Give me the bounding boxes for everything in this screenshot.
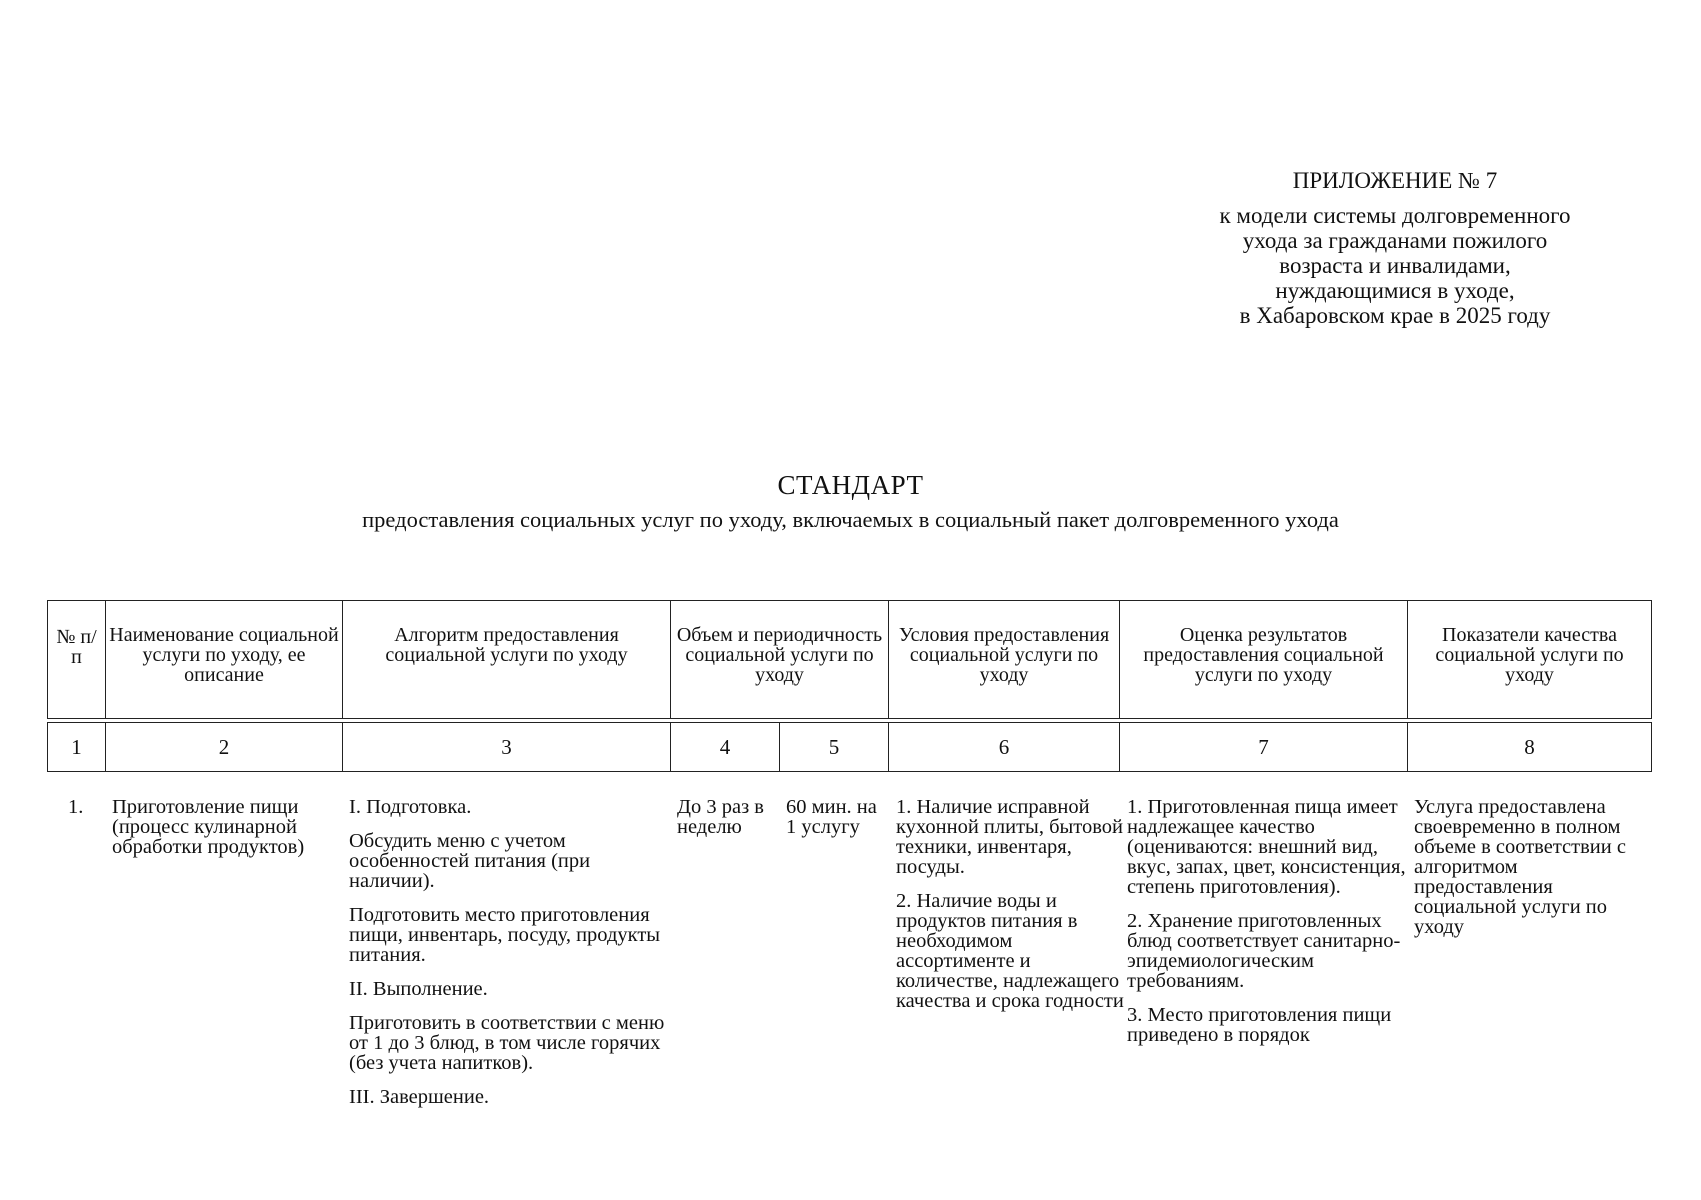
appendix-line: к модели системы долговременного: [1219, 203, 1571, 228]
header-cell-algorithm: Алгоритм предоставления социальной услуги по уходу: [343, 601, 671, 719]
table-header: [47, 600, 1652, 719]
condition-item: 2. Наличие воды и продуктов питания в необходимом ассортименте и количестве, надлежащего качества и срока годности: [896, 890, 1124, 1012]
algorithm-cell: [349, 797, 669, 1121]
algorithm-step: Обсудить меню с учетом особенностей питания (при наличии).: [349, 830, 591, 892]
appendix-title: ПРИЛОЖЕНИЕ № 7: [1292, 168, 1498, 193]
service-volume: До 3 раз в неделю: [677, 796, 764, 838]
column-number: 7: [1120, 723, 1408, 772]
column-number-row: [47, 722, 1652, 772]
quality-indicators: Услуга предоставлена своевременно в полном объеме в соответствии с алгоритмом предоставления социальной услуги по уходу: [1414, 796, 1626, 938]
document-title: СТАНДАРТ: [777, 470, 924, 500]
header-cell-quality: Показатели качества социальной услуги по уходу: [1408, 601, 1652, 719]
appendix-line: возраста и инвалидами,: [1279, 253, 1511, 278]
algorithm-step: Подготовить место приготовления пищи, инвентарь, посуду, продукты питания.: [349, 904, 661, 966]
condition-item: 1. Наличие исправной кухонной плиты, бытовой техники, инвентаря, посуды.: [896, 796, 1123, 878]
algorithm-step: I. Подготовка.: [349, 796, 472, 818]
header-cell-volume: Объем и периодичность социальной услуги по уходу: [671, 601, 889, 719]
document-subtitle: предоставления социальных услуг по уходу, включаемых в социальный пакет долговременного ухода: [362, 507, 1339, 532]
header-cell-conditions: Условия предоставления социальной услуги по уходу: [889, 601, 1120, 719]
column-number: 1: [48, 723, 106, 772]
header-cell-name: Наименование социальной услуги по уходу, ее описание: [106, 601, 343, 719]
column-number: 6: [889, 723, 1120, 772]
conditions-cell: [896, 797, 1128, 1025]
algorithm-step: III. Завершение.: [349, 1086, 490, 1108]
service-name: Приготовление пищи (процесс кулинарной обработки продуктов): [112, 796, 305, 858]
algorithm-step: II. Выполнение.: [349, 978, 488, 1000]
algorithm-step: Приготовить в соответствии с меню от 1 до 3 блюд, в том числе горячих (без учета напитков).: [349, 1012, 665, 1074]
appendix-line: нуждающимися в уходе,: [1275, 278, 1515, 303]
appendix-line: в Хабаровском крае в 2025 году: [1239, 303, 1551, 328]
evaluation-cell: [1127, 797, 1407, 1059]
column-number: 8: [1408, 723, 1652, 772]
column-number: 3: [343, 723, 671, 772]
service-periodicity: 60 мин. на 1 услугу: [786, 796, 877, 838]
header-cell-evaluation: Оценка результатов предоставления социальной услуги по уходу: [1120, 601, 1408, 719]
evaluation-item: 2. Хранение приготовленных блюд соответствует санитарно-эпидемиологическим требованиям.: [1127, 910, 1401, 992]
column-number: 4: [671, 723, 780, 772]
evaluation-item: 3. Место приготовления пищи приведено в порядок: [1127, 1004, 1392, 1046]
appendix-block: [1150, 168, 1640, 328]
column-number: 5: [780, 723, 889, 772]
appendix-line: ухода за гражданами пожилого: [1242, 228, 1548, 253]
column-number: 2: [106, 723, 343, 772]
evaluation-item: 1. Приготовленная пища имеет надлежащее качество (оцениваются: внешний вид, вкус, запах, цвет, консистенция, степень приготовления).: [1127, 796, 1406, 898]
row-number: 1.: [68, 796, 84, 818]
header-cell-number: № п/п: [48, 601, 106, 719]
